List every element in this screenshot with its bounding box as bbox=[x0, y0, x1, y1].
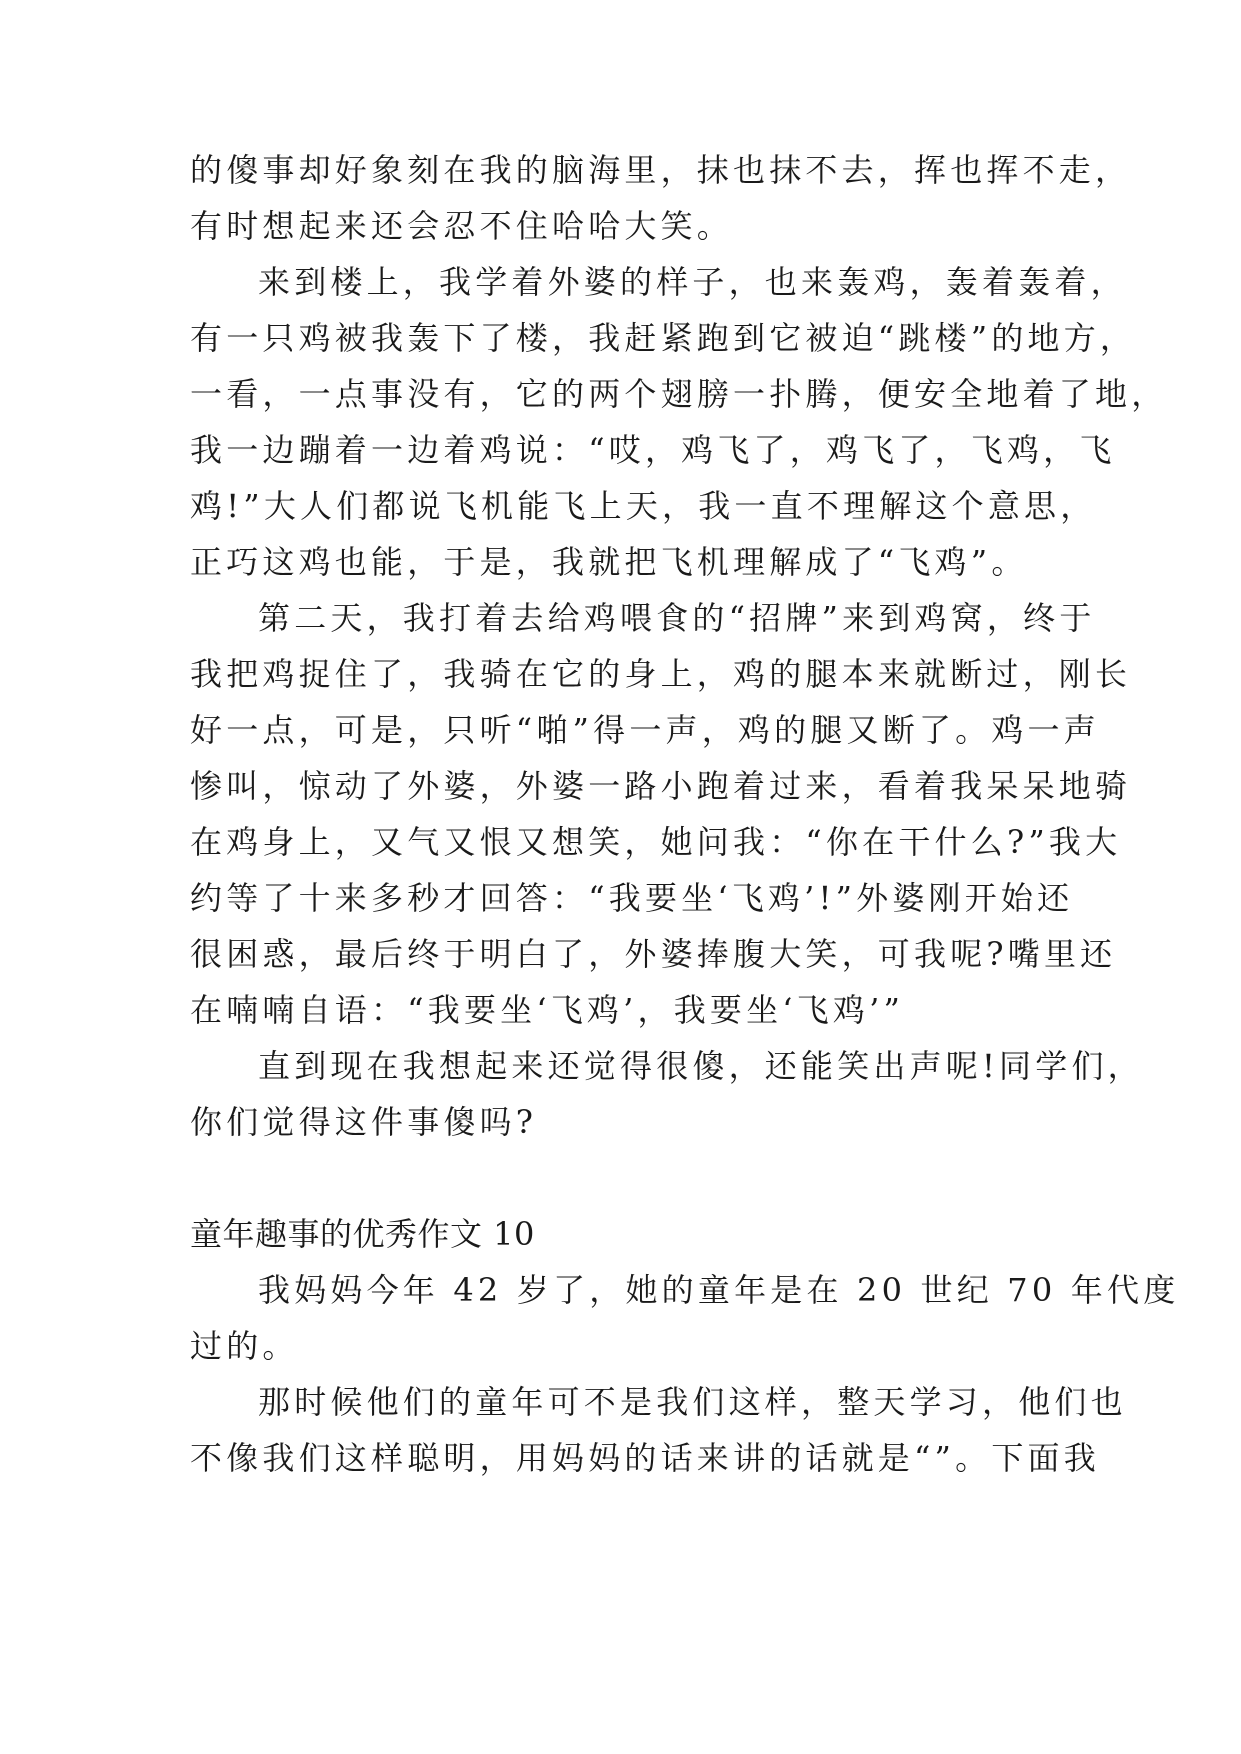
text-line: 在喃喃自语：“我要坐‘飞鸡’，我要坐‘飞鸡’” bbox=[190, 991, 905, 1029]
text-line: 我把鸡捉住了，我骑在它的身上，鸡的腿本来就断过，刚长 bbox=[190, 655, 1132, 693]
text-line: 的傻事却好象刻在我的脑海里，抹也抹不去，挥也挥不走， bbox=[190, 151, 1132, 189]
text-line: 正巧这鸡也能，于是，我就把飞机理解成了“飞鸡”。 bbox=[190, 543, 1028, 581]
paragraph-start-line: 直到现在我想起来还觉得很傻，还能笑出声呢!同学们， bbox=[258, 1047, 1144, 1085]
text-line: 一看，一点事没有，它的两个翅膀一扑腾，便安全地着了地， bbox=[190, 375, 1168, 413]
paragraph-start-line: 我妈妈今年 42 岁了，她的童年是在 20 世纪 70 年代度 bbox=[258, 1271, 1180, 1309]
text-line: 过的。 bbox=[190, 1327, 299, 1365]
text-line: 约等了十来多秒才回答：“我要坐‘飞鸡’!”外婆刚开始还 bbox=[190, 879, 1074, 917]
paragraph-start-line: 那时候他们的童年可不是我们这样，整天学习，他们也 bbox=[258, 1383, 1127, 1421]
text-line: 我一边蹦着一边着鸡说：“哎，鸡飞了，鸡飞了，飞鸡，飞 bbox=[190, 431, 1116, 469]
text-line: 鸡!”大人们都说飞机能飞上天，我一直不理解这个意思， bbox=[190, 487, 1097, 525]
text-line: 有时想起来还会忍不住哈哈大笑。 bbox=[190, 207, 734, 245]
paragraph-start-line: 来到楼上，我学着外婆的样子，也来轰鸡，轰着轰着， bbox=[258, 263, 1127, 301]
section-heading: 童年趣事的优秀作文 10 bbox=[190, 1215, 535, 1253]
text-line: 有一只鸡被我轰下了楼，我赶紧跑到它被迫“跳楼”的地方， bbox=[190, 319, 1137, 357]
text-line: 不像我们这样聪明，用妈妈的话来讲的话就是“”。下面我 bbox=[190, 1439, 1100, 1477]
text-line: 你们觉得这件事傻吗? bbox=[190, 1103, 538, 1141]
text-line: 惨叫，惊动了外婆，外婆一路小跑着过来，看着我呆呆地骑 bbox=[190, 767, 1132, 805]
paragraph-start-line: 第二天，我打着去给鸡喂食的“招牌”来到鸡窝，终于 bbox=[258, 599, 1096, 637]
text-line: 在鸡身上，又气又恨又想笑，她问我：“你在干什么?”我大 bbox=[190, 823, 1122, 861]
text-line: 好一点，可是，只听“啪”得一声，鸡的腿又断了。鸡一声 bbox=[190, 711, 1100, 749]
text-line: 很困惑，最后终于明白了，外婆捧腹大笑，可我呢?嘴里还 bbox=[190, 935, 1117, 973]
